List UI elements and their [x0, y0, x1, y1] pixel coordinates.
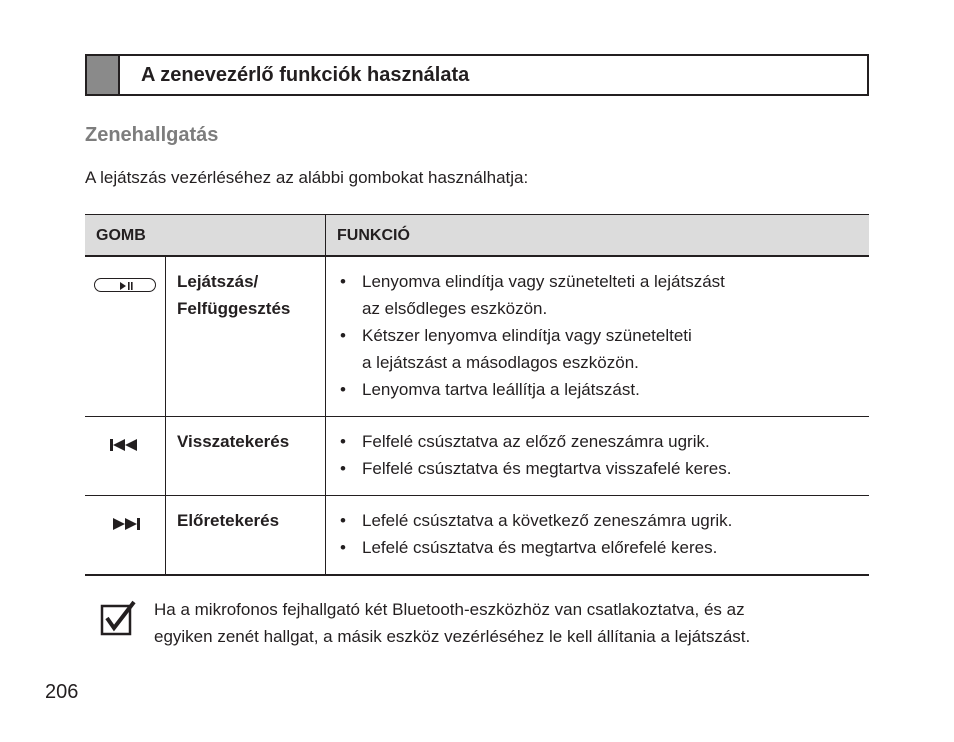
function-text: • Felfelé csúsztatva az előző zeneszámra ugrik. — [362, 432, 710, 451]
function-list — [340, 268, 859, 403]
section-title: A zenevezérlő funkciók használata — [141, 64, 470, 86]
page-number: 206 — [45, 681, 79, 703]
function-text: • Lenyomva tartva leállítja a lejátszást. — [362, 380, 640, 399]
function-list — [340, 428, 859, 482]
table-row — [85, 496, 869, 576]
intro-text: A lejátszás vezérléséhez az alábbi gombokat használhatja: — [85, 168, 529, 187]
row-icon-cell — [85, 256, 166, 417]
function-item — [340, 455, 859, 482]
table-row — [85, 417, 869, 496]
function-item — [340, 322, 859, 376]
function-item — [340, 507, 859, 534]
controls-table — [85, 214, 869, 576]
button-name-line: Felfüggesztés — [177, 299, 291, 318]
row-function-cell — [326, 256, 870, 417]
row-name-cell — [166, 256, 326, 417]
button-name-line: Lejátszás/ — [177, 272, 259, 291]
previous-track-icon — [109, 438, 141, 452]
row-name-cell — [166, 417, 326, 496]
function-item — [340, 268, 859, 322]
row-icon-cell — [85, 496, 166, 576]
table-row — [85, 256, 869, 417]
function-text: • Lefelé csúsztatva a következő zeneszámra ugrik. — [362, 511, 733, 530]
note-line: egyiken zenét hallgat, a másik eszköz vezérléséhez le kell állítania a lejátszást. — [154, 627, 751, 646]
checkmark-note-icon — [100, 600, 138, 636]
function-item — [340, 534, 859, 561]
table-header-row — [85, 215, 869, 257]
next-track-icon — [109, 517, 141, 531]
function-item — [340, 376, 859, 403]
button-name-line: Visszatekerés — [177, 432, 290, 451]
function-text: • Lefelé csúsztatva és megtartva előrefelé keres. — [362, 538, 718, 557]
section-header — [85, 54, 869, 96]
function-text: • Felfelé csúsztatva és megtartva visszafelé keres. — [362, 459, 732, 478]
function-list — [340, 507, 859, 561]
function-text: • Lenyomva elindítja vagy szünetelteti a lejátszást — [362, 272, 725, 291]
header-button: GOMB — [85, 215, 326, 257]
function-text: a lejátszást a másodlagos eszközön. — [362, 353, 639, 372]
header-function: FUNKCIÓ — [326, 215, 870, 257]
row-name-cell — [166, 496, 326, 576]
play-pause-button-icon — [94, 278, 156, 292]
row-function-cell — [326, 417, 870, 496]
note-line: Ha a mikrofonos fejhallgató két Bluetooth-eszközhöz van csatlakoztatva, és az — [154, 600, 745, 619]
section-header-tab — [87, 56, 120, 94]
function-text: • Kétszer lenyomva elindítja vagy szünetelteti — [362, 326, 692, 345]
row-icon-cell — [85, 417, 166, 496]
row-function-cell — [326, 496, 870, 576]
subheading: Zenehallgatás — [85, 124, 219, 146]
function-text: az elsődleges eszközön. — [362, 299, 548, 318]
function-item — [340, 428, 859, 455]
note-text — [154, 596, 864, 650]
button-name-line: Előretekerés — [177, 511, 280, 530]
